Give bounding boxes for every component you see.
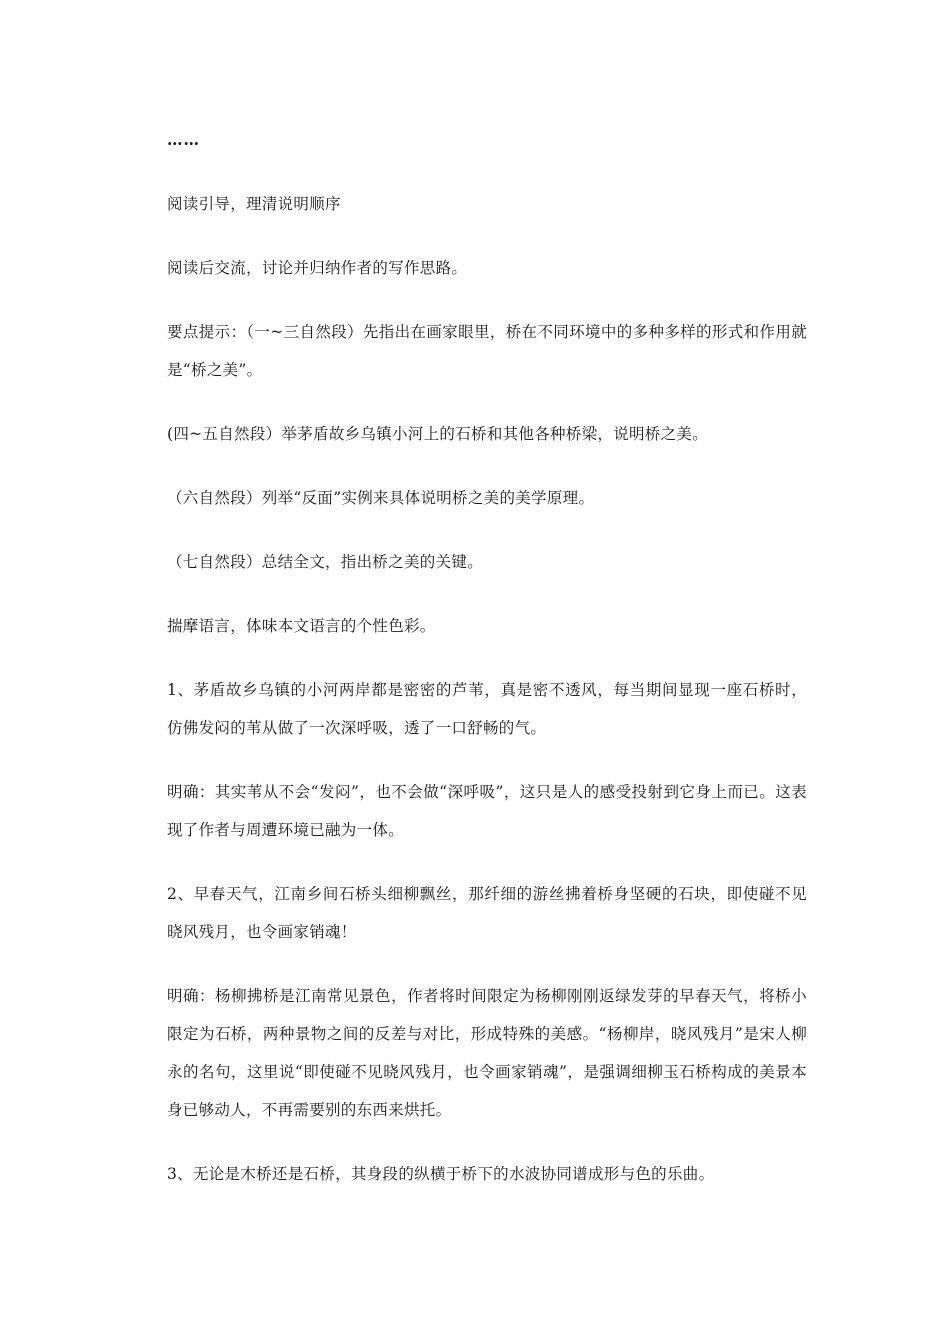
paragraph-key-points: 要点提示：（一~三自然段）先指出在画家眼里，桥在不同环境中的多种多样的形式和作用就是“桥之美”。 bbox=[167, 323, 807, 379]
paragraph-section-7: （七自然段）总结全文，指出桥之美的关键。 bbox=[167, 553, 484, 571]
paragraph-sections-4-5: (四~五自然段）举茅盾故乡乌镇小河上的石桥和其他各种桥梁，说明桥之美。 bbox=[167, 425, 709, 443]
ellipsis-line: …… bbox=[167, 130, 200, 149]
paragraph-example-3: 3、无论是木桥还是石桥，其身段的纵横于桥下的水波协同谱成形与色的乐曲。 bbox=[167, 1165, 715, 1183]
paragraph-answer-1: 明确：其实苇从不会“发闷”，也不会做“深呼吸”，这只是人的感受投射到它身上而已。这表现了作者与周遭环境已融为一体。 bbox=[167, 783, 807, 839]
section-heading-language: 揣摩语言，体味本文语言的个性色彩。 bbox=[167, 617, 436, 635]
section-heading-reading-guide: 阅读引导，理清说明顺序 bbox=[167, 195, 341, 213]
paragraph-section-6: （六自然段）列举“反面”实例来具体说明桥之美的美学原理。 bbox=[167, 489, 595, 507]
paragraph-discussion: 阅读后交流，讨论并归纳作者的写作思路。 bbox=[167, 259, 468, 277]
document-body bbox=[167, 121, 807, 1193]
paragraph-answer-2: 明确：杨柳拂桥是江南常见景色，作者将时间限定为杨柳刚刚返绿发芽的早春天气，将桥小限定为石桥，两种景物之间的反差与对比，形成特殊的美感。“杨柳岸，晓风残月”是宋人柳永的名句，这里说“即使碰不见晓风残月，也令画家销魂”，是强调细柳玉石桥构成的美景本身已够动人，不再需要别的东西来烘托。 bbox=[167, 987, 807, 1119]
paragraph-example-1: 1、茅盾故乡乌镇的小河两岸都是密密的芦苇，真是密不透风，每当期间显现一座石桥时，仿佛发闷的苇从做了一次深呼吸，透了一口舒畅的气。 bbox=[167, 681, 807, 737]
paragraph-example-2: 2、早春天气，江南乡间石桥头细柳飘丝，那纤细的游丝拂着桥身坚硬的石块，即使碰不见晓风残月，也令画家销魂！ bbox=[167, 885, 807, 941]
